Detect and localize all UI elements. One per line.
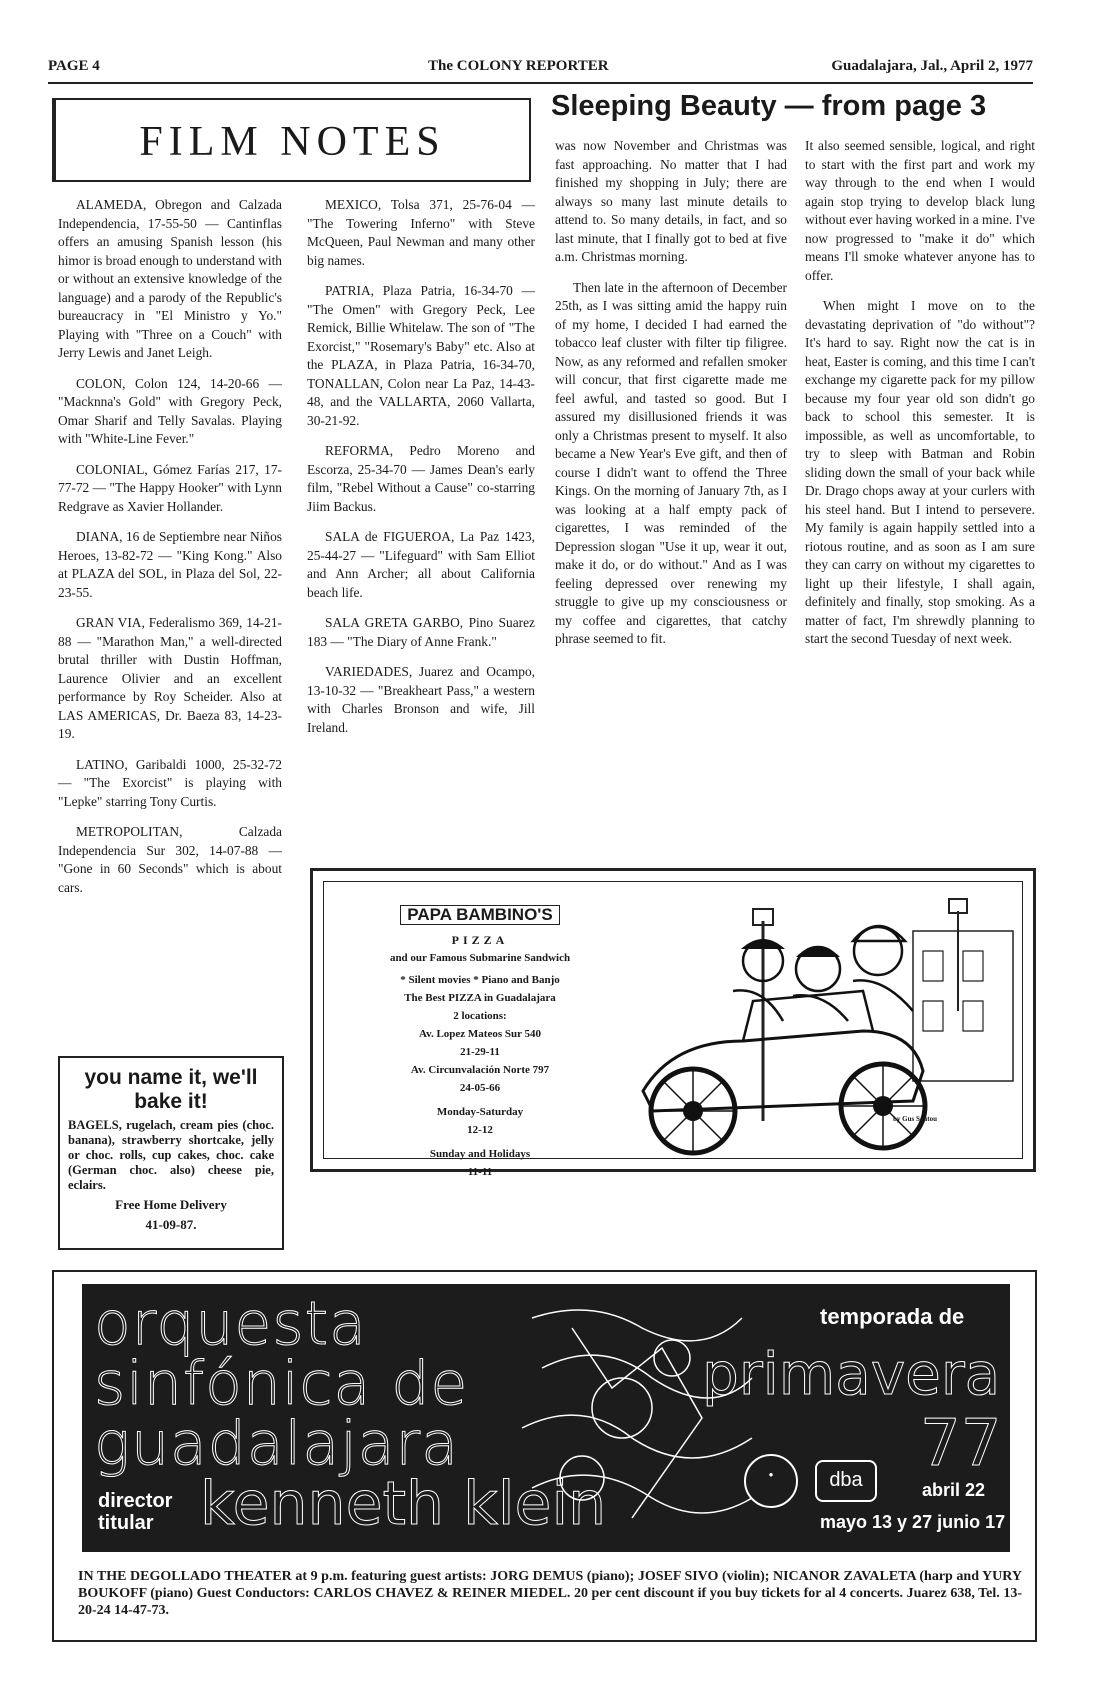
- pizza-location-1: Av. Lopez Mateos Sur 540: [418, 1028, 542, 1040]
- dateline: Guadalajara, Jal., April 2, 1977: [831, 58, 1033, 74]
- film-listing: SALA GRETA GARBO, Pino Suarez 183 — "The Diary of Anne Frank.": [307, 615, 535, 649]
- article-paragraph: was now November and Christmas was fast approaching. No matter that I had finished my shopping in July; there are always so many last minute details to attend to. So many details, in fact, and so last minute, that I finally got to bed at five a.m. Christmas morning.: [555, 138, 787, 264]
- director-label: [98, 1490, 172, 1534]
- bakery-phone: 41-09-87.: [145, 1217, 197, 1232]
- pizza-location-2-phone: 24-05-66: [459, 1082, 501, 1094]
- masthead: [48, 58, 1033, 80]
- orchestra-title-line-2: sinfónica de: [94, 1349, 469, 1419]
- pizza-ad-text: [355, 905, 605, 1183]
- bakery-ad: [58, 1056, 284, 1250]
- article-paragraph: It also seemed sensible, logical, and right to start with the first part and work my way through to the end when I would again stop trying to develop black lung without ever having worked in a mine. I've now progressed to "make it do" which means I'll smoke whatever anyone has to offer.: [805, 138, 1035, 283]
- sleeping-beauty-column-1: [555, 137, 787, 661]
- masthead-rule: [48, 82, 1033, 84]
- season-label: temporada de: [820, 1304, 965, 1329]
- season-year: 77: [920, 1407, 1002, 1481]
- pizza-hours-days-2: Sunday and Holidays: [429, 1148, 531, 1160]
- film-listing: REFORMA, Pedro Moreno and Escorza, 25-34-70 — James Dean's early film, "Rebel Without a Cause" co-starring Jiim Backus.: [307, 443, 535, 514]
- pizza-tagline: and our Famous Submarine Sandwich: [389, 952, 571, 964]
- pizza-location-1-phone: 21-29-11: [460, 1046, 500, 1058]
- bakery-delivery: Free Home Delivery: [115, 1197, 227, 1212]
- film-listing: COLON, Colon 124, 14-20-66 — "Macknna's Gold" with Gregory Peck, Omar Sharif and Telly Savalas. Playing with "White-Line Fever.": [58, 375, 282, 446]
- article-paragraph: Then late in the afternoon of December 25th, as I was sitting amid the happy ruin of my home, I decided I had earned the tobacco leaf cluster with filter tip filigree. Now, as any reformed and refallen smoker will concur, that first cigarette made me feel awful, and tasted so good. But I assured my disillusioned friends it was only a Christmas present to myself. It also became a New Year's Eve gift, and then of course I didn't want to offend the Three Kings. On the morning of January 7th, as I was looking at a half empty pack of cigarettes, I was reminded of the Depression slogan "Use it up, wear it out, make it do, or do without." And as I was feeling depressed over renewing my struggle to give up my consciousness or my coffee and cigarettes, that catchy phrase seemed to fit.: [555, 279, 787, 646]
- bakery-products: BAGELS, rugelach, cream pies (choc. banana), strawberry shortcake, jelly or choc. rolls, cup cakes, choc. cake (German choc. also) cheese pie, eclairs.: [68, 1118, 274, 1192]
- sleeping-beauty-heading: Sleeping Beauty — from page 3: [551, 90, 987, 122]
- film-listing: MEXICO, Tolsa 371, 25-76-04 — "The Towering Inferno" with Steve McQueen, Paul Newman and many other big names.: [307, 197, 535, 268]
- orchestra-footer-text: IN THE DEGOLLADO THEATER at 9 p.m. featuring guest artists: JORG DEMUS (piano); JOSEF SIVO (violin); NICANOR ZAVALETA (harp and YURY BOUKOFF (piano) Guest Conductors: CARLOS CHAVEZ & REINER MIEDEL. 20 per cent discount if you buy tickets for al 4 concerts. Juarez 638, Tel. 13-20-24 14-47-73.: [78, 1569, 1022, 1618]
- orchestra-illustration: [512, 1288, 762, 1552]
- pizza-features: * Silent movies * Piano and Banjo: [400, 974, 560, 986]
- film-listing: COLONIAL, Gómez Farías 217, 17-77-72 — "The Happy Hooker" with Lynn Redgrave as Xavier Hollander.: [58, 461, 282, 514]
- antique-car-illustration: [613, 891, 1023, 1161]
- film-listing: METROPOLITAN, Calzada Independencia Sur 302, 14-07-88 — "Gone in 60 Seconds" which is about cars.: [58, 824, 282, 895]
- dba-logo: dba: [815, 1460, 877, 1502]
- bakery-headline: you name it, we'll bake it!: [84, 1066, 258, 1113]
- director-label-line-1: director: [98, 1490, 173, 1512]
- orchestra-ad: [82, 1284, 1010, 1552]
- concert-dates: mayo 13 y 27 junio 17: [820, 1512, 1006, 1532]
- orchestra-title-line-1: orquesta: [94, 1289, 367, 1359]
- pizza-hours-2: 11-11: [467, 1166, 493, 1178]
- director-label-line-2: titular: [98, 1512, 154, 1534]
- film-notes-column-2: [307, 196, 535, 749]
- film-listing: LATINO, Garibaldi 1000, 25-32-72 — "The Exorcist" is playing with "Lepke" starring Tony Curtis.: [58, 756, 282, 809]
- film-listing: GRAN VIA, Federalismo 369, 14-21-88 — "Marathon Man," a well-directed brutal thriller with Dustin Hoffman, Laurence Olivier and an excellent performance by Roy Scheider. Also at LAS AMERICAS, Dr. Baeza 83, 14-23-19.: [58, 615, 282, 741]
- director-name: kenneth klein: [200, 1469, 607, 1539]
- pizza-locations-label: 2 locations:: [453, 1010, 507, 1022]
- concert-date-april: abril 22: [922, 1480, 986, 1500]
- artist-signature: by Gus Sautou: [893, 1115, 937, 1123]
- pizza-label: PIZZA: [451, 933, 509, 947]
- sleeping-beauty-column-2: [805, 137, 1035, 661]
- film-notes-header-box: [52, 98, 531, 182]
- film-listing: SALA de FIGUEROA, La Paz 1423, 25-44-27 — "Lifeguard" with Sam Elliot and Ann Archer; all about California beach life.: [307, 529, 535, 600]
- film-listing: ALAMEDA, Obregon and Calzada Independencia, 17-55-50 — Cantinflas offers an amusing Spanish lesson (his himor is broad enough to understand with or without an extensive knowledge of the language) and a parody of the Republic's bureaucracy in "El Ministro y Yo." Playing with "Three on a Couch" with Jerry Lewis and Janet Leigh.: [58, 197, 282, 360]
- season-name: primavera: [702, 1340, 1001, 1408]
- sponsor-logo: ●: [744, 1454, 798, 1508]
- newspaper-name: The COLONY REPORTER: [428, 58, 609, 74]
- film-notes-column-1: [58, 196, 282, 909]
- film-listing: DIANA, 16 de Septiembre near Niños Heroes, 13-82-72 — "King Kong." Also at PLAZA del SOL, in Plaza del Sol, 22-23-55.: [58, 529, 282, 600]
- pizza-location-2: Av. Circunvalación Norte 797: [410, 1064, 550, 1076]
- film-listing: VARIEDADES, Juarez and Ocampo, 13-10-32 — "Breakheart Pass," a western with Charles Bronson and wife, Jill Ireland.: [307, 664, 535, 735]
- pizza-brand-name: PAPA BAMBINO'S: [400, 905, 559, 925]
- pizza-hours-1: 12-12: [467, 1124, 493, 1136]
- pizza-best: The Best PIZZA in Guadalajara: [404, 992, 556, 1004]
- article-paragraph: When might I move on to the devastating deprivation of "do without"? It's hard to say. Right now the cat is in heat, Easter is coming, and this time I can't exchange my cigarette pack for my pillow because my four year old son didn't go back to school this semester. It is impossible, as well as uncomfortable, to try to sleep with Batman and Robin sliding down the small of your back while Dr. Drago chops away at your curlers with his steel hand. But I intend to persevere. My family is again happily settled into a riotous routine, and as soon as I am sure they can carry on without my cigarettes to light up their lifestyle, I shall again, definitely and finally, stop smoking. As a matter of fact, I'm shrewdly planning to start the second Tuesday of next week.: [805, 298, 1035, 646]
- film-notes-heading: FILM NOTES: [139, 119, 446, 165]
- orchestra-title-line-3: guadalajara: [94, 1409, 459, 1479]
- film-listing: PATRIA, Plaza Patria, 16-34-70 — "The Omen" with Gregory Peck, Lee Remick, Billie Whitelaw. The son of "The Exorcist," "Rosemary's Baby" etc. Also at the PLAZA, in Plaza Patria, 16-34-70, TONALLAN, Colon near La Paz, 14-43-48, and the VALLARTA, 2060 Vallarta, 30-21-92.: [307, 283, 535, 428]
- pizza-hours-days-1: Monday-Saturday: [436, 1106, 524, 1118]
- page-number: PAGE 4: [48, 58, 100, 74]
